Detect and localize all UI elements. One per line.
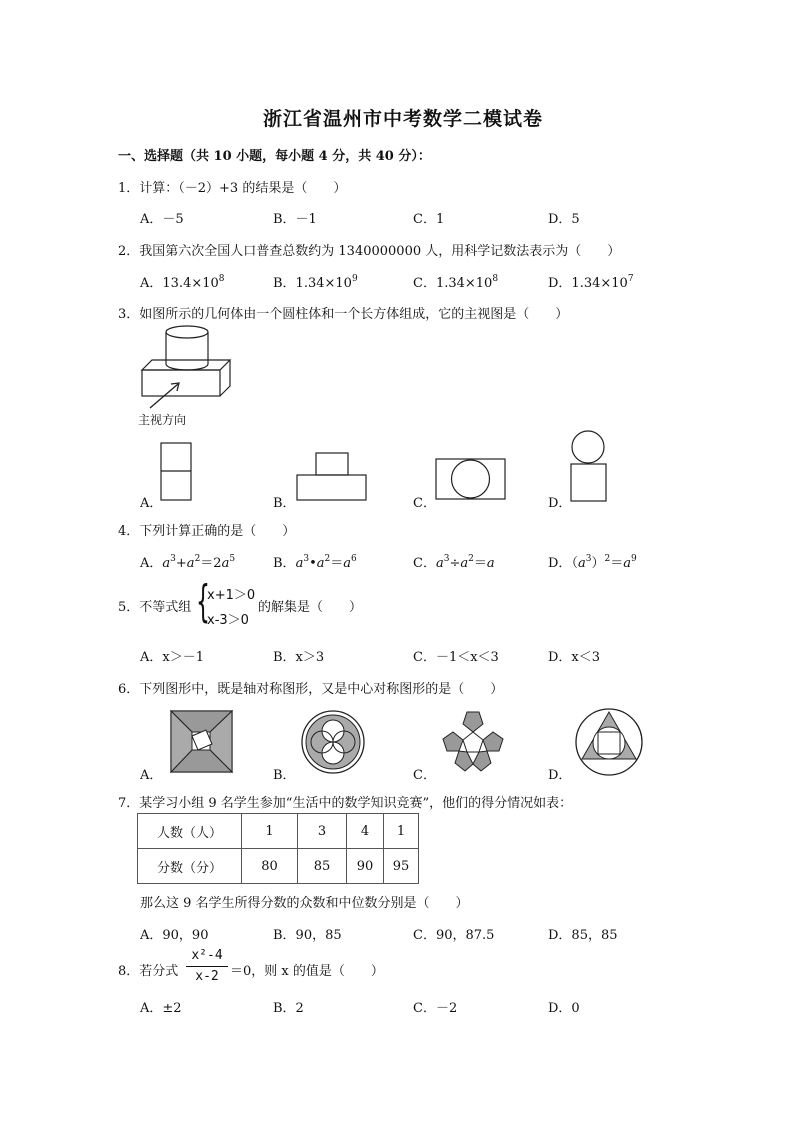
table-cell: 1 bbox=[242, 814, 298, 849]
q8-option-b: B．2 bbox=[273, 1001, 304, 1016]
q4-option-c: C．$a^3\div a^2=a$ bbox=[413, 554, 495, 571]
q6-figure-a bbox=[170, 710, 234, 774]
q6-option-c: C． bbox=[413, 768, 436, 783]
q6-option-a: A． bbox=[140, 768, 163, 783]
q1-option-a: A．－5 bbox=[140, 212, 184, 227]
q2-option-a: A．$13.4\times 10^8$ bbox=[140, 274, 225, 291]
page-title: 浙江省温州市中考数学二模试卷 bbox=[263, 108, 544, 130]
score-table bbox=[137, 813, 419, 884]
q5-brace: { bbox=[196, 576, 210, 627]
q5-stem-post: 的解集是（ ） bbox=[258, 600, 363, 615]
q4-option-d: D．$(a^3)^2=a^9$ bbox=[548, 554, 637, 571]
q6-stem: 6．下列图形中，既是轴对称图形，又是中心对称图形的是（ ） bbox=[118, 682, 504, 697]
q2-option-d: D．$1.34\times 10^7$ bbox=[548, 274, 634, 291]
q6-figure-b bbox=[300, 709, 366, 775]
table-cell: 80 bbox=[242, 849, 298, 884]
table-cell: 分数（分） bbox=[138, 849, 242, 884]
q3-option-a: A． bbox=[140, 496, 163, 511]
q5-inequality-1: x+1＞0 bbox=[207, 588, 256, 603]
q3-stem: 3．如图所示的几何体由一个圆柱体和一个长方体组成，它的主视图是（ ） bbox=[118, 307, 569, 322]
q7-follow-up: 那么这 9 名学生所得分数的众数和中位数分别是（ ） bbox=[140, 896, 469, 911]
q5-option-b: B．x＞3 bbox=[273, 650, 325, 665]
direction-label: 主视方向 bbox=[138, 413, 187, 427]
q3-option-d: D． bbox=[548, 496, 572, 511]
q2-option-c: C．$1.34\times 10^8$ bbox=[413, 274, 499, 291]
q8-denominator: x-2 bbox=[195, 969, 219, 984]
table-cell: 3 bbox=[298, 814, 347, 849]
q6-option-b: B． bbox=[273, 768, 296, 783]
q1-option-c: C．1 bbox=[413, 212, 445, 227]
q3-solid-figure bbox=[138, 322, 238, 402]
q5-inequality-2: x-3＞0 bbox=[207, 613, 249, 628]
q5-option-a: A．x＞－1 bbox=[140, 650, 204, 665]
table-row bbox=[138, 849, 419, 884]
q5-stem-pre: 5．不等式组 bbox=[118, 600, 192, 615]
q8-numerator: x²-4 bbox=[191, 948, 223, 963]
table-cell: 人数（人） bbox=[138, 814, 242, 849]
q7-option-a: A．90，90 bbox=[140, 928, 209, 943]
q3-figure-d bbox=[569, 430, 609, 504]
q3-option-b: B． bbox=[273, 496, 296, 511]
q7-option-d: D．85，85 bbox=[548, 928, 618, 943]
q2-option-b: B．$1.34\times 10^9$ bbox=[273, 274, 358, 291]
fraction-bar bbox=[186, 966, 228, 967]
table-cell: 90 bbox=[347, 849, 384, 884]
q7-option-b: B．90，85 bbox=[273, 928, 342, 943]
q1-option-d: D．5 bbox=[548, 212, 580, 227]
section-heading: 一、选择题（共 10 小题，每小题 4 分，共 40 分）： bbox=[118, 149, 431, 164]
q8-option-a: A．±2 bbox=[140, 1001, 182, 1016]
q7-option-c: C．90，87.5 bbox=[413, 928, 495, 943]
q1-option-b: B．－1 bbox=[273, 212, 317, 227]
q8-option-c: C．－2 bbox=[413, 1001, 458, 1016]
q4-stem: 4．下列计算正确的是（ ） bbox=[118, 524, 296, 539]
q3-figure-a bbox=[160, 442, 194, 502]
q6-option-d: D． bbox=[548, 768, 572, 783]
q8-stem-pre: 8．若分式 bbox=[118, 964, 179, 979]
q7-stem: 7．某学习小组 9 名学生参加“生活中的数学知识竞赛”，他们的得分情况如表： bbox=[118, 796, 573, 811]
q1-stem: 1．计算：（－2）+3 的结果是（ ） bbox=[118, 181, 347, 196]
table-cell: 95 bbox=[384, 849, 419, 884]
q3-option-c: C． bbox=[413, 496, 436, 511]
q2-stem: 2．我国第六次全国人口普查总数约为 1340000000 人，用科学记数法表示为（ ） bbox=[118, 244, 621, 259]
q8-option-d: D．0 bbox=[548, 1001, 580, 1016]
q5-option-d: D．x＜3 bbox=[548, 650, 601, 665]
table-cell: 1 bbox=[384, 814, 419, 849]
q4-option-b: B．$a^3•a^2=a^6$ bbox=[273, 554, 357, 571]
q3-figure-b bbox=[296, 452, 368, 502]
q8-stem-post: ＝0，则 x 的值是（ ） bbox=[230, 964, 384, 979]
q6-figure-d bbox=[574, 707, 644, 777]
q6-figure-c bbox=[440, 710, 506, 774]
q4-option-a: A．$a^3+a^2=2a^5$ bbox=[140, 554, 236, 571]
table-cell: 85 bbox=[298, 849, 347, 884]
table-cell: 4 bbox=[347, 814, 384, 849]
table-row bbox=[138, 814, 419, 849]
q5-option-c: C．－1＜x＜3 bbox=[413, 650, 499, 665]
q3-figure-c bbox=[435, 458, 507, 502]
